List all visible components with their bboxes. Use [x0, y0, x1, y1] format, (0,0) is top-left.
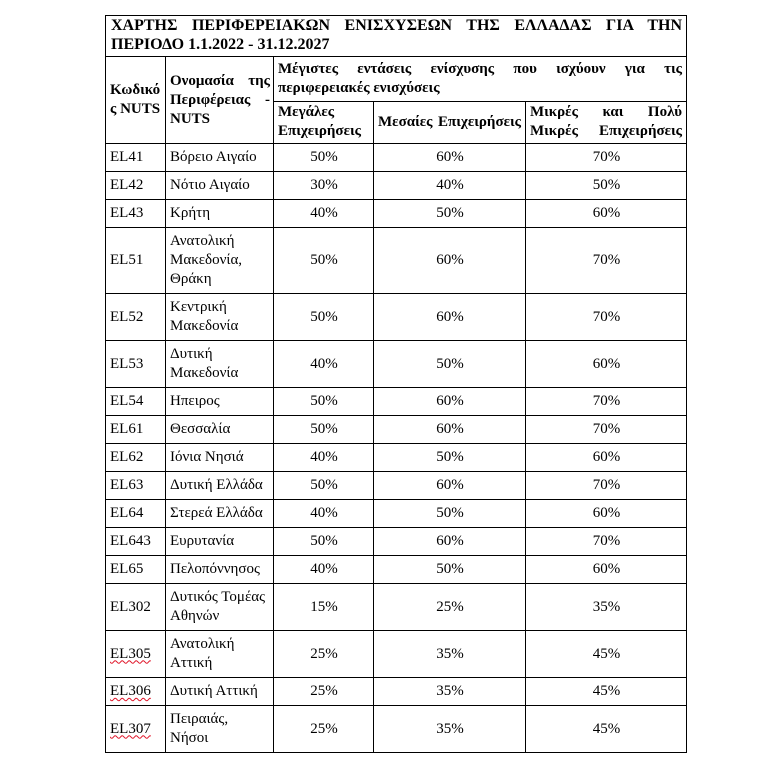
aid-small: 70% [592, 393, 621, 409]
aid-small-cell [526, 144, 687, 172]
aid-large: 40% [310, 449, 338, 465]
aid-large-cell [274, 472, 374, 500]
aid-medium-cell [374, 678, 526, 706]
nuts-code-cell [106, 228, 166, 294]
region-name-cell [166, 444, 274, 472]
aid-large-cell [274, 172, 374, 200]
nuts-code: EL306 [110, 683, 151, 699]
nuts-code-cell [106, 200, 166, 228]
aid-large-cell [274, 584, 374, 631]
aid-large: 25% [310, 683, 338, 699]
aid-large-cell [274, 500, 374, 528]
aid-medium-cell [374, 706, 526, 753]
aid-medium-cell [374, 144, 526, 172]
region-name: Ανατολική Μακεδονία, Θράκη [170, 233, 243, 287]
aid-small: 60% [592, 505, 621, 521]
aid-large-cell [274, 631, 374, 678]
aid-small-cell [526, 706, 687, 753]
aid-small: 45% [592, 683, 621, 699]
aid-medium: 35% [436, 720, 464, 737]
table-row [106, 706, 687, 753]
table-row [106, 444, 687, 472]
aid-large: 25% [310, 645, 338, 662]
region-name-cell [166, 472, 274, 500]
region-name-cell [166, 706, 274, 753]
aid-medium: 50% [436, 505, 464, 521]
aid-large-cell [274, 200, 374, 228]
nuts-code: EL302 [110, 598, 151, 615]
nuts-code-cell [106, 556, 166, 584]
nuts-code: EL62 [110, 449, 144, 465]
region-name-cell [166, 584, 274, 631]
aid-small: 35% [592, 598, 621, 615]
aid-small: 60% [592, 561, 621, 577]
table-row [106, 228, 687, 294]
aid-small-cell [526, 678, 687, 706]
region-name: Κεντρική Μακεδονία [170, 299, 239, 334]
aid-small-cell [526, 416, 687, 444]
aid-small-cell [526, 556, 687, 584]
aid-small-cell [526, 294, 687, 341]
aid-medium: 60% [436, 421, 464, 437]
aid-large: 50% [310, 149, 338, 165]
region-name: Νότιο Αιγαίο [170, 177, 250, 193]
nuts-code: EL307 [110, 720, 151, 737]
aid-medium-cell [374, 200, 526, 228]
region-name-cell [166, 416, 274, 444]
aid-small-cell [526, 584, 687, 631]
nuts-code-cell [106, 144, 166, 172]
aid-large-cell [274, 678, 374, 706]
header-region-name: Ονομασία της Περιφέρειας - NUTS [166, 57, 274, 144]
region-name: Ευρυτανία [170, 533, 235, 549]
aid-large: 50% [310, 308, 338, 325]
aid-small-cell [526, 341, 687, 388]
region-name-cell [166, 144, 274, 172]
table-row [106, 416, 687, 444]
region-name: Θεσσαλία [170, 421, 231, 437]
nuts-code-cell [106, 584, 166, 631]
aid-large: 40% [310, 505, 338, 521]
nuts-code-cell [106, 294, 166, 341]
table-row [106, 388, 687, 416]
region-name-cell [166, 172, 274, 200]
aid-large: 40% [310, 355, 338, 372]
table-row [106, 584, 687, 631]
aid-large-cell [274, 144, 374, 172]
aid-small-cell [526, 631, 687, 678]
nuts-code: EL64 [110, 505, 144, 521]
aid-small-cell [526, 500, 687, 528]
region-name: Δυτική Αττική [170, 683, 258, 699]
region-name-cell [166, 228, 274, 294]
region-name-cell [166, 500, 274, 528]
nuts-code-cell [106, 472, 166, 500]
table-row [106, 528, 687, 556]
table-row [106, 200, 687, 228]
aid-small: 70% [592, 421, 621, 437]
region-name-cell [166, 556, 274, 584]
header-nuts-code: Κωδικός NUTS [106, 57, 166, 144]
table-row [106, 472, 687, 500]
aid-medium: 35% [436, 683, 464, 699]
aid-large-cell [274, 556, 374, 584]
aid-large-cell [274, 294, 374, 341]
region-name: Πελοπόννησος [170, 561, 260, 577]
nuts-code: EL54 [110, 393, 144, 409]
region-name-cell [166, 678, 274, 706]
nuts-code: EL53 [110, 355, 144, 372]
aid-large-cell [274, 416, 374, 444]
aid-large-cell [274, 706, 374, 753]
aid-small-cell [526, 444, 687, 472]
aid-medium-cell [374, 341, 526, 388]
nuts-code-cell [106, 500, 166, 528]
nuts-code: EL51 [110, 252, 144, 268]
aid-medium: 60% [436, 149, 464, 165]
region-name: Δυτική Μακεδονία [170, 346, 239, 381]
header-small-enterprises: Μικρές και Πολύ Μικρές Επιχειρήσεις [526, 102, 687, 144]
aid-small-cell [526, 228, 687, 294]
aid-small: 45% [592, 720, 621, 737]
region-name: Πειραιάς, Νήσοι [170, 711, 229, 746]
region-name: Κρήτη [170, 205, 211, 221]
aid-medium-cell [374, 172, 526, 200]
nuts-code: EL63 [110, 477, 144, 493]
table-row [106, 678, 687, 706]
aid-large-cell [274, 228, 374, 294]
aid-large: 15% [310, 598, 338, 615]
header-aid-intensities-group: Μέγιστες εντάσεις ενίσχυσης που ισχύουν για τις περιφερειακές ενισχύσεις [274, 57, 687, 102]
table-row [106, 500, 687, 528]
aid-medium: 50% [436, 449, 464, 465]
aid-medium-cell [374, 584, 526, 631]
aid-medium: 40% [436, 177, 464, 193]
aid-medium: 60% [436, 533, 464, 549]
aid-large-cell [274, 341, 374, 388]
nuts-code: EL41 [110, 149, 144, 165]
region-name-cell [166, 341, 274, 388]
region-name: Βόρειο Αιγαίο [170, 149, 257, 165]
nuts-code-cell [106, 416, 166, 444]
aid-small: 50% [592, 177, 621, 193]
aid-medium-cell [374, 500, 526, 528]
aid-small: 70% [592, 252, 621, 268]
aid-large-cell [274, 444, 374, 472]
aid-large-cell [274, 388, 374, 416]
aid-large: 40% [310, 561, 338, 577]
nuts-code-cell [106, 341, 166, 388]
nuts-code: EL65 [110, 561, 144, 577]
table-row [106, 294, 687, 341]
nuts-code-cell [106, 444, 166, 472]
aid-medium-cell [374, 472, 526, 500]
aid-small-cell [526, 200, 687, 228]
header-medium-enterprises: Μεσαίες Επιχειρήσεις [374, 102, 526, 144]
header-row-top [106, 57, 687, 102]
aid-medium-cell [374, 294, 526, 341]
aid-medium-cell [374, 416, 526, 444]
aid-small: 45% [592, 645, 621, 662]
nuts-code: EL61 [110, 421, 144, 437]
nuts-code-cell [106, 631, 166, 678]
regional-aid-table [105, 15, 687, 753]
aid-small-cell [526, 388, 687, 416]
aid-small: 70% [592, 477, 621, 493]
nuts-code-cell [106, 172, 166, 200]
aid-small: 60% [592, 449, 621, 465]
table-row [106, 144, 687, 172]
title-row [106, 16, 687, 57]
table-row [106, 341, 687, 388]
nuts-code: EL42 [110, 177, 144, 193]
aid-medium: 60% [436, 252, 464, 268]
region-name: Ηπειρος [170, 393, 220, 409]
aid-small-cell [526, 172, 687, 200]
region-name: Ιόνια Νησιά [170, 449, 244, 465]
aid-medium: 50% [436, 355, 464, 372]
aid-medium-cell [374, 228, 526, 294]
table-row [106, 631, 687, 678]
aid-medium: 60% [436, 477, 464, 493]
aid-medium: 25% [436, 598, 464, 615]
region-name: Δυτικός Τομέας Αθηνών [170, 589, 266, 624]
aid-small: 70% [592, 149, 621, 165]
region-name-cell [166, 631, 274, 678]
header-large-enterprises: Μεγάλες Επιχειρήσεις [274, 102, 374, 144]
aid-large: 50% [310, 252, 338, 268]
aid-large-cell [274, 528, 374, 556]
aid-small: 70% [592, 533, 621, 549]
aid-medium: 60% [436, 308, 464, 325]
nuts-code: EL305 [110, 645, 151, 662]
aid-small-cell [526, 472, 687, 500]
aid-large: 50% [310, 533, 338, 549]
aid-large: 25% [310, 720, 338, 737]
aid-medium: 35% [436, 645, 464, 662]
aid-large: 50% [310, 393, 338, 409]
aid-small: 60% [592, 205, 621, 221]
nuts-code-cell [106, 678, 166, 706]
region-name: Δυτική Ελλάδα [170, 477, 263, 493]
aid-small-cell [526, 528, 687, 556]
aid-large: 30% [310, 177, 338, 193]
aid-medium-cell [374, 528, 526, 556]
aid-medium-cell [374, 388, 526, 416]
aid-medium-cell [374, 631, 526, 678]
table-row [106, 172, 687, 200]
nuts-code: EL52 [110, 308, 144, 325]
aid-medium: 60% [436, 393, 464, 409]
aid-large: 50% [310, 421, 338, 437]
aid-large: 40% [310, 205, 338, 221]
region-name: Στερεά Ελλάδα [170, 505, 263, 521]
region-name: Ανατολική Αττική [170, 636, 235, 671]
aid-medium-cell [374, 444, 526, 472]
aid-medium-cell [374, 556, 526, 584]
nuts-code-cell [106, 388, 166, 416]
aid-small: 70% [592, 308, 621, 325]
nuts-code: EL643 [110, 533, 151, 549]
region-name-cell [166, 200, 274, 228]
table-row [106, 556, 687, 584]
table-title: ΧΑΡΤΗΣ ΠΕΡΙΦΕΡΕΙΑΚΩΝ ΕΝΙΣΧΥΣΕΩΝ ΤΗΣ ΕΛΛΑΔΑΣ ΓΙΑ ΤΗΝ ΠΕΡΙΟΔΟ 1.1.2022 - 31.12.2027 [106, 16, 687, 57]
aid-medium: 50% [436, 561, 464, 577]
nuts-code-cell [106, 706, 166, 753]
aid-medium: 50% [436, 205, 464, 221]
nuts-code-cell [106, 528, 166, 556]
nuts-code: EL43 [110, 205, 144, 221]
region-name-cell [166, 528, 274, 556]
aid-small: 60% [592, 355, 621, 372]
region-name-cell [166, 388, 274, 416]
aid-large: 50% [310, 477, 338, 493]
region-name-cell [166, 294, 274, 341]
